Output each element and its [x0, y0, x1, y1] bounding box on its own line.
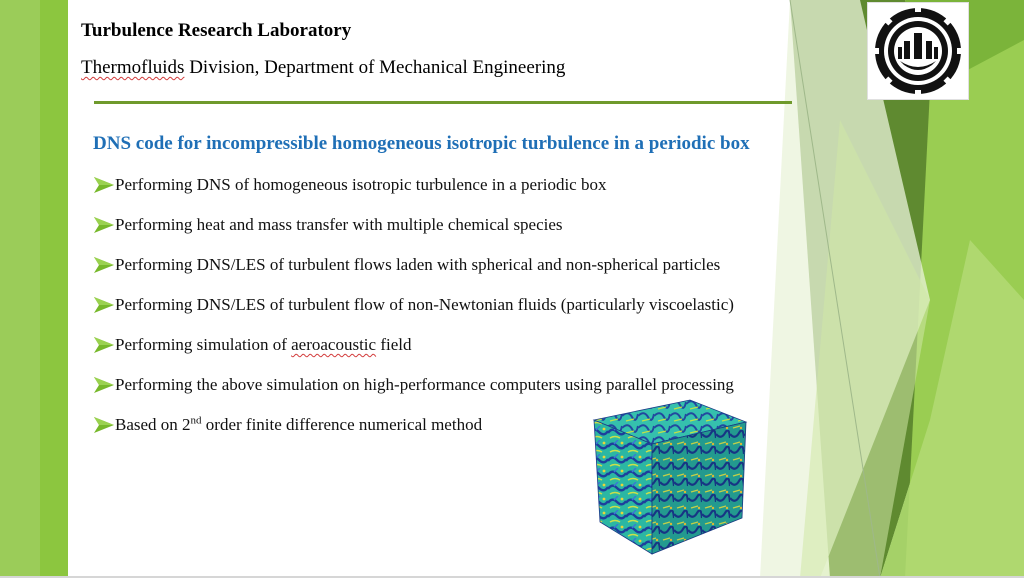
lab-title: Turbulence Research Laboratory [81, 20, 352, 41]
bullet-text [115, 415, 482, 435]
gear-logo-icon [868, 3, 968, 99]
lab-subtitle [81, 57, 565, 79]
cube-left-face [594, 420, 652, 554]
bullet-text-pre: Performing simulation of [115, 335, 292, 354]
bullet-item [93, 325, 734, 365]
arrow-bullet-icon [93, 175, 115, 195]
arrow-bullet-icon [93, 215, 115, 235]
header-divider [94, 101, 792, 104]
subtitle-rest: Division, Department of Mechanical Engineering [184, 57, 566, 78]
turbulence-cube-image [590, 398, 750, 556]
bullet-text: Performing DNS/LES of turbulent flow of non-Newtonian fluids (particularly viscoelastic) [115, 295, 734, 314]
arrow-bullet-icon [93, 295, 115, 315]
section-heading: DNS code for incompressible homogeneous isotropic turbulence in a periodic box [93, 133, 750, 154]
left-green-shade [0, 0, 40, 578]
bullet-text-post: order finite difference numerical method [201, 415, 483, 434]
bullet-superscript: nd [190, 414, 202, 427]
bullet-item [93, 285, 734, 325]
arrow-bullet-icon [93, 375, 115, 395]
university-logo [867, 2, 969, 100]
bullet-text: Performing heat and mass transfer with multiple chemical species [115, 215, 563, 234]
cube-right-shade [652, 422, 746, 554]
bullet-item [93, 245, 734, 285]
bullet-text: Performing DNS/LES of turbulent flows laden with spherical and non-spherical particles [115, 255, 721, 274]
bullet-text-pre: Based on 2 [115, 415, 191, 434]
bullet-item [93, 165, 734, 205]
arrow-bullet-icon [93, 335, 115, 355]
bullet-text [115, 335, 411, 355]
bullet-misspelled-word: aeroacoustic [291, 335, 377, 354]
arrow-bullet-icon [93, 415, 115, 435]
bullet-text: Performing the above simulation on high-performance computers using parallel processing [115, 375, 734, 394]
bullet-text-post: field [376, 335, 412, 354]
bullet-text: Performing DNS of homogeneous isotropic turbulence in a periodic box [115, 175, 607, 194]
bullet-item [93, 205, 734, 245]
arrow-bullet-icon [93, 255, 115, 275]
subtitle-misspelled-word: Thermofluids [81, 57, 185, 78]
